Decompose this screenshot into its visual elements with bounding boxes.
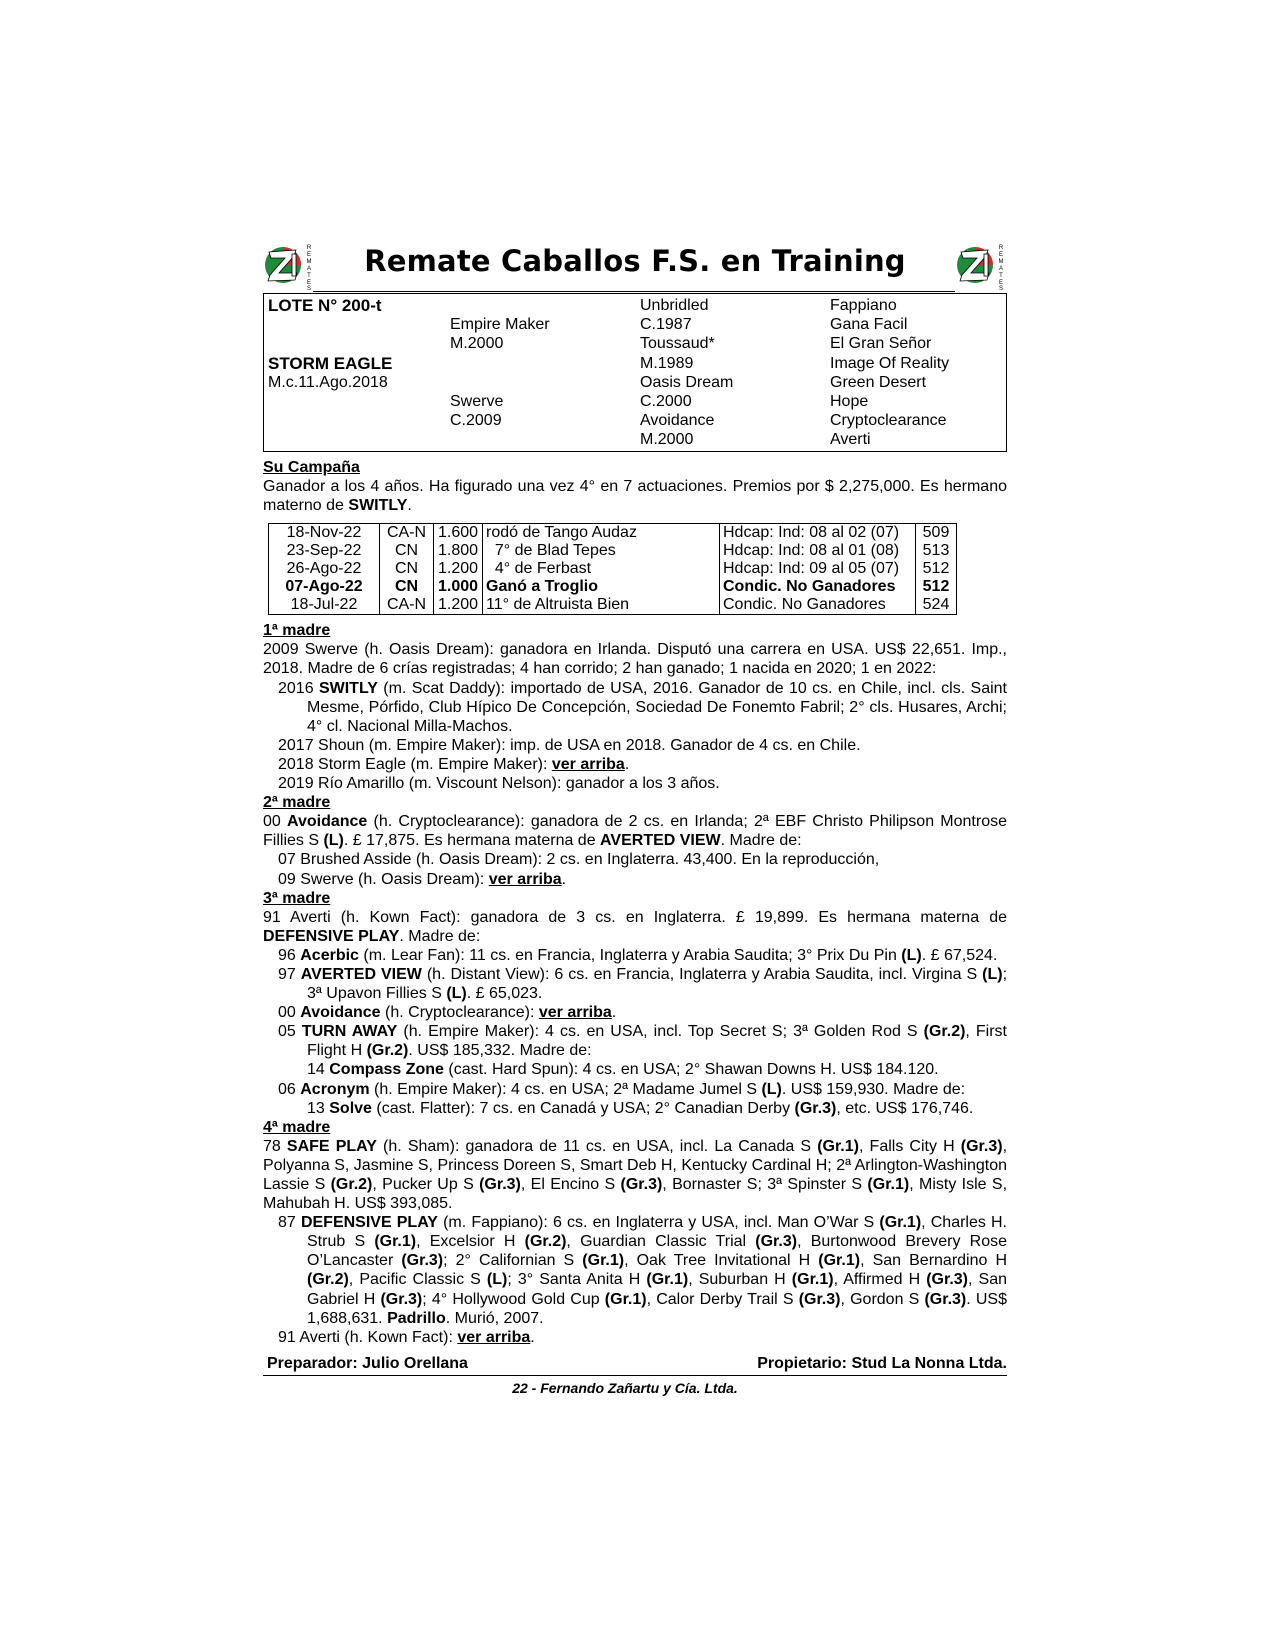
footer-names — [263, 1355, 1007, 1377]
svg-text:E: E — [998, 252, 1004, 258]
race-result: 7° de Blad Tepes — [483, 542, 720, 560]
svg-text:M: M — [998, 259, 1004, 265]
sire-info: M.2000 — [450, 335, 504, 353]
madre3-heading: 3ª madre — [263, 889, 331, 907]
race-weight: 512 — [916, 560, 957, 578]
pedigree-cell: C.1987 — [640, 316, 692, 334]
race-date: 18-Nov-22 — [269, 524, 380, 543]
pedigree-col-horse — [268, 296, 438, 392]
race-track: CA-N — [380, 524, 434, 543]
list-item: 87 DEFENSIVE PLAY (m. Fappiano): 6 cs. en Inglaterra y USA, incl. Man O’War S (Gr.1), Charles H. Strub S (Gr.1), Excelsior H (Gr.2), Guardian Classic Trial (Gr.3), Burtonwood Brevery Rose O’Lancaster (Gr.3); 2° Californian S (Gr.1), Oak Tree Invitational H (Gr.1), San Bernardino H (Gr.2), Pacific Classic S (L); 3° Santa Anita H (Gr.1), Suburban H (Gr.1), Affirmed H (Gr.3), San Gabriel H (Gr.3); 4° Hollywood Gold Cup (Gr.1), Calor Derby Trail S (Gr.3), Gordon S (Gr.3). US$ 1,688,631. Padrillo. Murió, 2007. — [278, 1214, 1008, 1327]
list-item: 2018 Storm Eagle (m. Empire Maker): ver arriba. — [278, 755, 630, 773]
pedigree-cell: Oasis Dream — [640, 373, 734, 391]
svg-text:A: A — [306, 266, 312, 272]
list-item: 97 AVERTED VIEW (h. Distant View): 6 cs. en Francia, Inglaterra y Arabia Saudita, incl. Virgina S (L); 3ª Upavon Fillies S (L). £ 65,023. — [278, 965, 1008, 1003]
ver-arriba-link[interactable]: ver arriba — [551, 755, 625, 773]
race-date: 26-Ago-22 — [269, 560, 380, 578]
race-weight: 513 — [916, 542, 957, 560]
lote-number: LOTE N° 200-t — [268, 296, 382, 315]
list-item: 2016 SWITLY (m. Scat Daddy): importado de USA, 2016. Ganador de 10 cs. en Chile, incl. cls. Saint Mesme, Pórfido, Club Hípico De Concepción, Sociedad De Fonemto Fabril; 2° cls. Husares, Archi; 4° cl. Nacional Milla-Machos. — [278, 679, 1007, 735]
pedigree-cell: Cryptoclearance — [830, 412, 947, 430]
pedigree-cell: Green Desert — [830, 373, 927, 391]
race-distance: 1.200 — [434, 560, 483, 578]
race-condition: Hdcap: Ind: 08 al 02 (07) — [720, 524, 916, 543]
propietario: Propietario: Stud La Nonna Ltda. — [757, 1354, 1007, 1372]
svg-text:T: T — [307, 273, 311, 279]
race-row — [269, 578, 957, 596]
svg-text:S: S — [998, 286, 1004, 290]
list-item: 00 Avoidance (h. Cryptoclearance): ver arriba. — [278, 1004, 617, 1022]
race-track: CN — [380, 542, 434, 560]
pedigree-col-great-grandparents — [830, 296, 1005, 450]
svg-text:E: E — [306, 280, 312, 286]
race-distance: 1.600 — [434, 524, 483, 543]
race-condition: Condic. No Ganadores — [720, 596, 916, 615]
pedigree-cell: Toussaud* — [640, 335, 715, 353]
pedigree-cell: Hope — [830, 392, 869, 410]
madre4-heading: 4ª madre — [263, 1118, 331, 1136]
pedigree-cell: Unbridled — [640, 297, 709, 314]
svg-text:A: A — [998, 266, 1004, 272]
svg-text:S: S — [306, 286, 312, 290]
list-item: 06 Acronym (h. Empire Maker): 4 cs. en USA; 2ª Madame Jumel S (L). US$ 159,930. Madre de: — [278, 1080, 966, 1098]
pedigree-cell: Fappiano — [830, 297, 897, 314]
race-date: 07-Ago-22 — [269, 578, 380, 596]
race-table — [268, 523, 957, 615]
race-date: 18-Jul-22 — [269, 596, 380, 615]
list-item: 2017 Shoun (m. Empire Maker): imp. de USA en 2018. Ganador de 4 cs. en Chile. — [278, 736, 861, 754]
race-result: Ganó a Troglio — [483, 578, 720, 596]
pedigree-cell: Image Of Reality — [830, 354, 950, 372]
ver-arriba-link[interactable]: ver arriba — [538, 1004, 612, 1022]
svg-text:E: E — [306, 252, 312, 258]
race-weight: 512 — [916, 578, 957, 596]
pedigree-cell: C.2000 — [640, 392, 692, 410]
campaign-heading: Su Campaña — [263, 459, 360, 476]
race-condition: Hdcap: Ind: 08 al 01 (08) — [720, 542, 916, 560]
dam-name: Swerve — [450, 392, 504, 410]
race-row — [269, 524, 957, 543]
title-rule — [313, 291, 955, 292]
dam-info: C.2009 — [450, 412, 502, 430]
pedigree-col-grandparents — [640, 296, 820, 450]
list-item: 13 Solve (cast. Flatter): 7 cs. en Canadá y USA; 2° Canadian Derby (Gr.3), etc. US$ 176,746. — [307, 1099, 974, 1117]
list-item: 05 TURN AWAY (h. Empire Maker): 4 cs. en USA, incl. Top Secret S; 3ª Golden Rod S (Gr.2), First Flight H (Gr.2). US$ 185,332. Madre de: — [278, 1023, 1007, 1060]
svg-text:M: M — [306, 259, 312, 265]
sire-name: Empire Maker — [450, 316, 550, 334]
race-weight: 509 — [916, 524, 957, 543]
race-row — [269, 560, 957, 578]
pedigree-cell: M.2000 — [640, 431, 694, 449]
svg-text:R: R — [306, 245, 312, 251]
pedigree-box — [263, 293, 1007, 452]
horse-name: STORM EAGLE — [268, 353, 393, 373]
header — [263, 238, 1007, 294]
svg-text:T: T — [999, 273, 1003, 279]
madre4-intro: 78 SAFE PLAY (h. Sham): ganadora de 11 cs. en USA, incl. La Canada S (Gr.1), Falls City H (Gr.3), Polyanna S, Jasmine S, Princess Doreen S, Smart Deb H, Kentucky Cardinal H; 2ª Arlington-Washington Lassie S (Gr.2), Pucker Up S (Gr.3), El Encino S (Gr.3), Bornaster S; 3ª Spinster S (Gr.1), Misty Isle S, Mahubah H. US$ 393,085. — [263, 1137, 1008, 1213]
zanartu-logo-icon — [263, 240, 315, 290]
zanartu-logo-icon — [955, 240, 1007, 290]
list-item: 09 Swerve (h. Oasis Dream): ver arriba. — [278, 870, 567, 888]
list-item: 07 Brushed Asside (h. Oasis Dream): 2 cs. en Inglaterra. 43,400. En la reproducción, — [278, 851, 880, 869]
race-condition: Condic. No Ganadores — [720, 578, 916, 596]
svg-text:E: E — [998, 280, 1004, 286]
race-row — [269, 542, 957, 560]
pedigree-col-parents — [450, 296, 630, 430]
race-distance: 1.800 — [434, 542, 483, 560]
list-item: 96 Acerbic (m. Lear Fan): 11 cs. en Francia, Inglaterra y Arabia Saudita; 3° Prix Du Pin (L). £ 67,524. — [278, 946, 998, 964]
madre1-heading: 1ª madre — [263, 622, 331, 640]
page-footer: 22 - Fernando Zañartu y Cía. Ltda. — [512, 1379, 738, 1396]
madre2-intro: 00 Avoidance (h. Cryptoclearance): ganadora de 2 cs. en Irlanda; 2ª EBF Christo Philipson Montrose Fillies S (L). £ 17,875. Es hermana materna de AVERTED VIEW. Madre de: — [263, 813, 1007, 850]
page — [263, 238, 1007, 1396]
race-weight: 524 — [916, 596, 957, 615]
pedigree-cell: Gana Facil — [830, 316, 908, 334]
pedigree-cell: M.1989 — [640, 354, 694, 372]
pedigree-cell: Averti — [830, 431, 871, 449]
race-distance: 1.200 — [434, 596, 483, 615]
race-distance: 1.000 — [434, 578, 483, 596]
race-date: 23-Sep-22 — [269, 542, 380, 560]
race-condition: Hdcap: Ind: 09 al 05 (07) — [720, 560, 916, 578]
document-body — [263, 458, 1007, 1347]
pedigree-cell: El Gran Señor — [830, 335, 932, 353]
race-row — [269, 596, 957, 615]
campaign-text: Ganador a los 4 años. Ha figurado una vez 4° en 7 actuaciones. Premios por $ 2,275,000. Es hermano materno de SWITLY. — [263, 478, 1007, 515]
svg-text:R: R — [998, 245, 1004, 251]
race-track: CN — [380, 560, 434, 578]
list-item: 2019 Río Amarillo (m. Viscount Nelson): ganador a los 3 años. — [278, 775, 720, 793]
ver-arriba-link[interactable]: ver arriba — [488, 870, 562, 888]
preparador: Preparador: Julio Orellana — [267, 1354, 468, 1372]
race-track: CN — [380, 578, 434, 596]
race-result: rodó de Tango Audaz — [483, 524, 720, 543]
race-result: 4° de Ferbast — [483, 560, 720, 578]
madre1-intro: 2009 Swerve (h. Oasis Dream): ganadora en Irlanda. Disputó una carrera en USA. US$ 22,651. Imp., 2018. Madre de 6 crías registradas; 4 han corrido; 2 han ganado; 1 nacida en 2020; 1 en 2022: — [263, 641, 1007, 678]
madre2-heading: 2ª madre — [263, 794, 331, 812]
horse-info: M.c.11.Ago.2018 — [268, 373, 388, 391]
madre3-intro: 91 Averti (h. Kown Fact): ganadora de 3 cs. en Inglaterra. £ 19,899. Es hermana materna de DEFENSIVE PLAY. Madre de: — [263, 908, 1007, 945]
race-track: CA-N — [380, 596, 434, 615]
list-item: 14 Compass Zone (cast. Hard Spun): 4 cs. en USA; 2° Shawan Downs H. US$ 184.120. — [307, 1061, 939, 1079]
race-result: 11° de Altruista Bien — [483, 596, 720, 615]
page-title: Remate Caballos F.S. en Training — [364, 244, 906, 278]
list-item: 91 Averti (h. Kown Fact): ver arriba. — [278, 1328, 535, 1346]
pedigree-cell: Avoidance — [640, 412, 715, 430]
ver-arriba-link[interactable]: ver arriba — [457, 1328, 531, 1346]
